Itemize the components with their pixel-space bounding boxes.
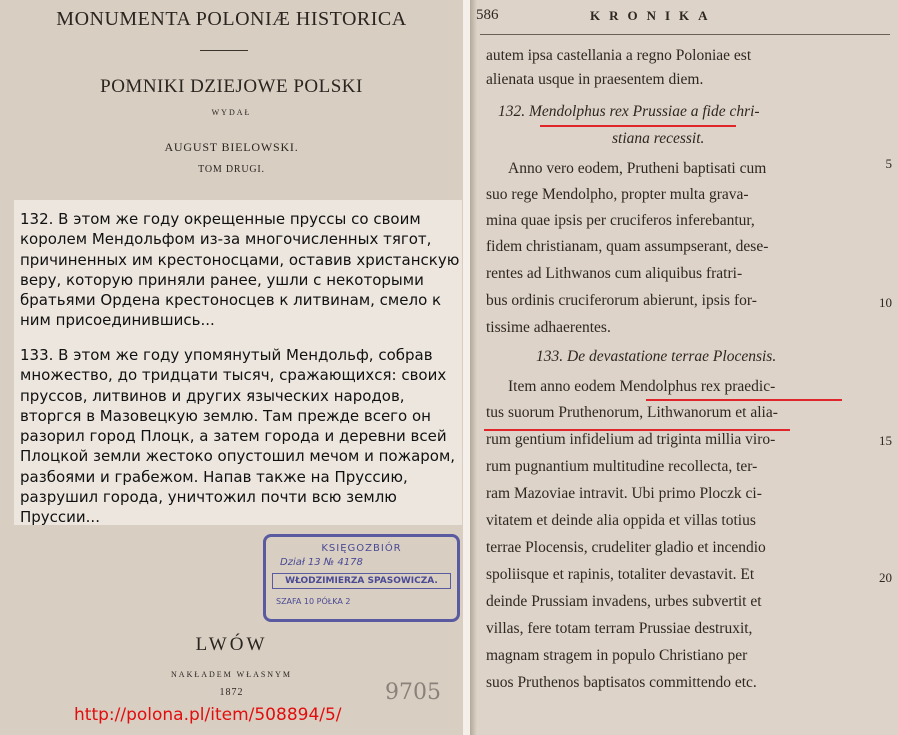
text-line: bus ordinis cruciferorum abierunt, ipsis for- xyxy=(486,292,757,309)
book-series-title: MONUMENTA POLONIÆ HISTORICA xyxy=(56,8,407,30)
red-underline xyxy=(540,125,736,127)
translation-132: 132. В этом же году окрещенные пруссы со своим королем Мендольфом из-за многочисленных тягот, причиненных им крестоносцами, оставив христанскую веру, которую приняли ранее, ушли с некоторыми братьями Ордена крестоносцев к литвинам, смело к ним присоединившись... xyxy=(20,210,460,330)
text-line: villas, fere totam terram Prussiae destruxit, xyxy=(486,620,753,637)
stamp-line-4: SZAFA 10 PÓŁKA 2 xyxy=(276,597,351,606)
right-page-chronicle xyxy=(470,0,898,735)
editor-caption: WYDAŁ xyxy=(211,108,252,117)
stamp-line-2: Dział 13 № 4178 xyxy=(280,557,363,568)
page-number: 586 xyxy=(476,7,499,23)
book-title: POMNIKI DZIEJOWE POLSKI xyxy=(100,76,363,97)
source-link[interactable]: http://polona.pl/item/508894/5/ xyxy=(74,705,342,725)
translation-133: 133. В этом же году упомянутый Мендольф, собрав множество, до тридцати тысяч, сражающихся: своих пруссов, литвинов и других языческих народов, вторгся в Мазовецкую землю. Там прежде всего он разорил город Плоцк, а затем города и деревни всей Плоцкой земли жестоко опустошил мечом и пожаром, разбоями и грабежом. Напав также на Пруссию, разрушил города, уничтожил почти всю землю Пруссии... xyxy=(20,346,456,527)
text-line: Anno vero eodem, Prutheni baptisati cum xyxy=(508,160,767,177)
text-line: rum gentium infidelium ad triginta millia viro- xyxy=(486,431,776,448)
red-underline xyxy=(646,399,842,401)
title-divider xyxy=(200,50,248,51)
text-line: ram Mazoviae intravit. Ubi primo Ploczk ci- xyxy=(486,485,762,502)
chapter-heading-133: 133. De devastatione terrae Plocensis. xyxy=(536,348,777,365)
text-line: suo rege Mendolpho, propter multa grava- xyxy=(486,186,749,203)
inventory-number: 9705 xyxy=(385,680,441,705)
publication-year: 1872 xyxy=(219,687,244,698)
text-line: vitatem et deinde alia oppida et villas totius xyxy=(486,512,756,529)
volume-label: TOM DRUGI. xyxy=(198,164,265,175)
editor-name: AUGUST BIELOWSKI. xyxy=(164,140,299,154)
text-line: suos Pruthenos baptisatos committendo etc. xyxy=(486,674,757,691)
text-line: deinde Prussiam invadens, urbes subvertit et xyxy=(486,593,762,610)
text-line: tus suorum Pruthenorum, Lithwanorum et alia- xyxy=(486,404,778,421)
text-line: spoliisque et rapinis, totaliter devastavit. Et xyxy=(486,566,755,583)
text-line: alienata usque in praesentem diem. xyxy=(486,71,704,88)
text-line: autem ipsa castellania a regno Poloniae est xyxy=(486,47,752,64)
text-line: mina quae ipsis per cruciferos inferebantur, xyxy=(486,212,755,229)
text-line: rum pugnantium multitudine recollecta, ter- xyxy=(486,458,758,475)
publisher-line: NAKŁADEM WŁASNYM xyxy=(171,670,292,679)
running-head: KRONIKA xyxy=(590,8,717,23)
stamp-line-1: KSIĘGOZBIÓR xyxy=(321,543,402,554)
text-line: terrae Plocensis, crudeliter gladio et incendio xyxy=(486,539,766,556)
library-stamp xyxy=(263,534,460,622)
chapter-heading-132-cont: stiana recessit. xyxy=(612,130,705,147)
publication-city: LWÓW xyxy=(195,634,268,655)
page-edge-shadow xyxy=(470,0,477,735)
chapter-heading-132: 132. Mendolphus rex Prussiae a fide chri- xyxy=(498,103,760,120)
text-line: rentes ad Lithwanos cum aliquibus fratri- xyxy=(486,265,743,282)
page-gutter xyxy=(463,0,470,735)
text-line: Item anno eodem Mendolphus rex praedic- xyxy=(508,378,776,395)
line-number: 10 xyxy=(879,295,892,310)
line-number: 15 xyxy=(879,433,892,448)
text-line: magnam stragem in populo Christiano per xyxy=(486,647,748,664)
stamp-line-3: WŁODZIMIERZA SPASOWICZA. xyxy=(272,573,451,589)
line-number: 20 xyxy=(879,570,892,585)
text-line: tissime adhaerentes. xyxy=(486,319,611,336)
text-line: fidem christianam, quam assumpserant, dese- xyxy=(486,238,769,255)
line-number: 5 xyxy=(885,156,892,171)
header-rule xyxy=(480,34,890,35)
red-underline xyxy=(484,429,790,431)
